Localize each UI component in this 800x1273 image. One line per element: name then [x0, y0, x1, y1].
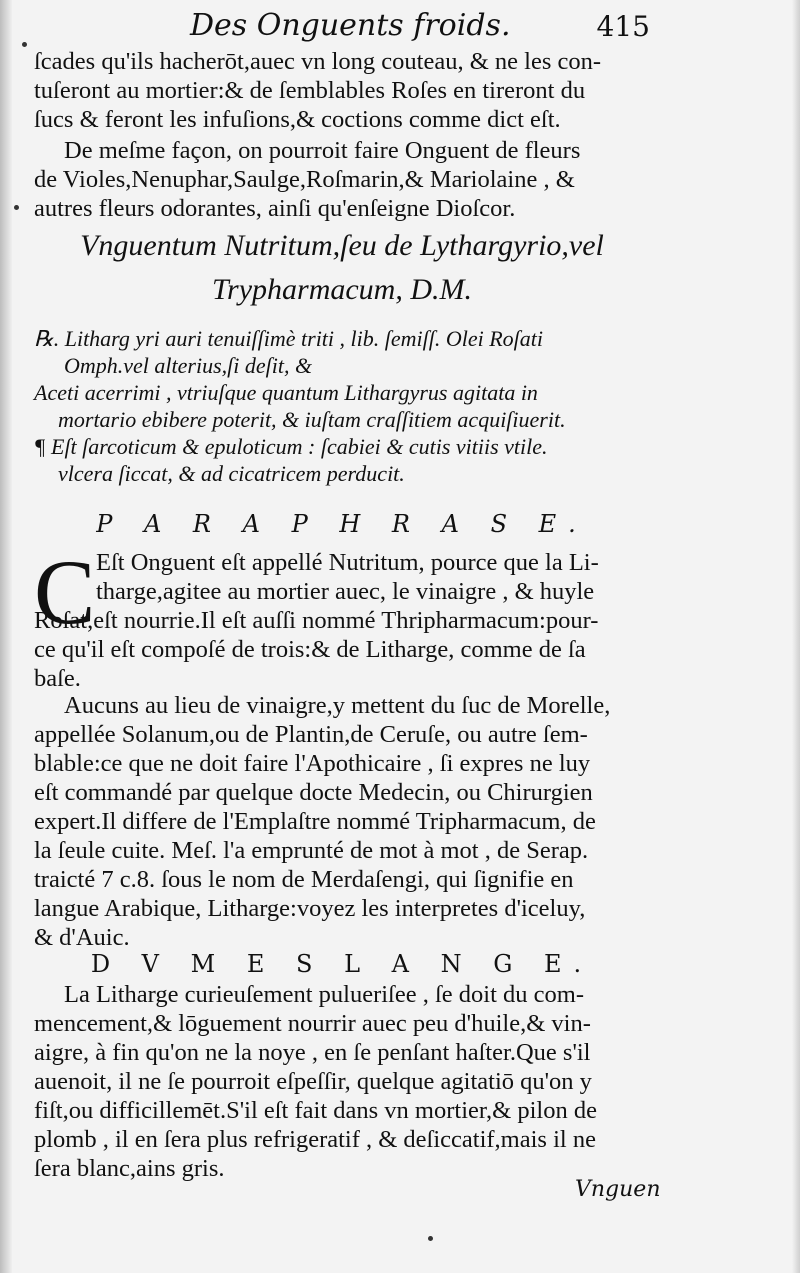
text-line: langue Arabique, Litharge:voyez les interpretes d'iceluy,	[34, 895, 586, 922]
page-header	[190, 8, 650, 48]
title-line: Trypharmacum, D.M.	[212, 273, 472, 306]
text-line: baſe.	[34, 665, 81, 692]
text-line: tuſeront au mortier:& de ſemblables Roſes en tireront du	[34, 77, 586, 104]
text-line: eſt commandé par quelque docte Medecin, ou Chirurgien	[34, 779, 593, 806]
text-line: Eſt Onguent eſt appellé Nutritum, pource que la Li-	[96, 549, 599, 576]
recipe-title	[34, 224, 650, 312]
text-line: aigre, à fin qu'on ne la noye , en ſe penſant haſter.Que s'il	[34, 1039, 591, 1066]
running-head: Des Onguents froids.	[190, 8, 511, 43]
recipe-line: mortario ebibere poterit, & iuſtam craſſitiem acquiſiuerit.	[58, 407, 566, 432]
paragraph-aucuns	[34, 691, 650, 952]
paraphrase-paragraph	[34, 541, 650, 693]
recipe-line: Omph.vel alterius,ſi deſit, &	[64, 353, 313, 378]
paragraph-continuation	[34, 47, 650, 134]
text-line: la ſeule cuite. Meſ. l'a emprunté de mot à mot , de Serap.	[34, 837, 589, 864]
text-line: ſucs & feront les infuſions,& coctions comme dict eſt.	[34, 106, 561, 133]
text-line: plomb , il en ſera plus refrigeratif , & deſiccatif,mais il ne	[34, 1126, 596, 1153]
page-left-edge	[0, 0, 12, 1273]
text-line: auenoit, il ne ſe pourroit eſpeſſir, quelque agitatiō qu'on y	[34, 1068, 592, 1095]
recipe-line: Aceti acerrimi , vtriuſque quantum Lithargyrus agitata in	[34, 380, 538, 405]
text-line: Roſat,eſt nourrie.Il eſt auſſi nommé Thripharmacum:pour-	[34, 607, 599, 634]
speck-mark	[428, 1236, 433, 1241]
title-line: Vnguentum Nutritum,ſeu de Lythargyrio,vel	[80, 229, 604, 262]
text-line: fiſt,ou difficillemēt.S'il eſt fait dans vn mortier,& pilon de	[34, 1097, 597, 1124]
recipe-text	[34, 325, 650, 487]
meslange-heading: D V M E S L A N G E.	[90, 950, 594, 978]
text-line: La Litharge curieuſement pulueriſee , ſe doit du com-	[64, 981, 584, 1008]
recipe-line: vlcera ſiccat, & ad cicatricem perducit.	[58, 461, 405, 486]
paraphrase-heading: P A R A P H R A S E.	[96, 510, 588, 538]
text-line: de Violes,Nenuphar,Saulge,Roſmarin,& Mariolaine , &	[34, 166, 575, 193]
text-line: tharge,agitee au mortier auec, le vinaigre , & huyle	[96, 578, 595, 605]
text-line: mencement,& lōguement nourrir auec peu d'huile,& vin-	[34, 1010, 591, 1037]
page-right-edge	[792, 0, 800, 1273]
speck-mark	[22, 42, 27, 47]
text-line: ſera blanc,ains gris.	[34, 1155, 225, 1182]
text-line: De meſme façon, on pourroit faire Onguent de fleurs	[64, 137, 581, 164]
speck-mark	[14, 205, 19, 210]
recipe-line: ¶ Eſt ſarcoticum & epuloticum : ſcabiei & cutis vitiis vtile.	[34, 434, 548, 459]
drop-cap: C	[34, 541, 96, 643]
text-line: Aucuns au lieu de vinaigre,y mettent du ſuc de Morelle,	[64, 692, 611, 719]
text-line: expert.Il differe de l'Emplaſtre nommé Tripharmacum, de	[34, 808, 596, 835]
text-line: autres fleurs odorantes, ainſi qu'enſeigne Dioſcor.	[34, 195, 516, 222]
paragraph-violes	[34, 136, 650, 223]
paragraph-litharge	[34, 980, 650, 1183]
text-line: & d'Auic.	[34, 924, 130, 951]
recipe-line: ℞. Litharg yri auri tenuiſſimè triti , lib. ſemiſſ. Olei Roſati	[34, 326, 544, 351]
text-line: appellée Solanum,ou de Plantin,de Ceruſe, ou autre ſem-	[34, 721, 588, 748]
page-number: 415	[596, 10, 650, 43]
text-line: blable:ce que ne doit faire l'Apothicaire , ſi expres ne luy	[34, 750, 591, 777]
text-line: ce qu'il eſt compoſé de trois:& de Litharge, comme de ſa	[34, 636, 586, 663]
catchword: Vnguen	[575, 1177, 661, 1202]
text-line: traicté 7 c.8. ſous le nom de Merdaſengi, qui ſignifie en	[34, 866, 574, 893]
text-line: ſcades qu'ils hacherōt,auec vn long couteau, & ne les con-	[34, 48, 602, 75]
